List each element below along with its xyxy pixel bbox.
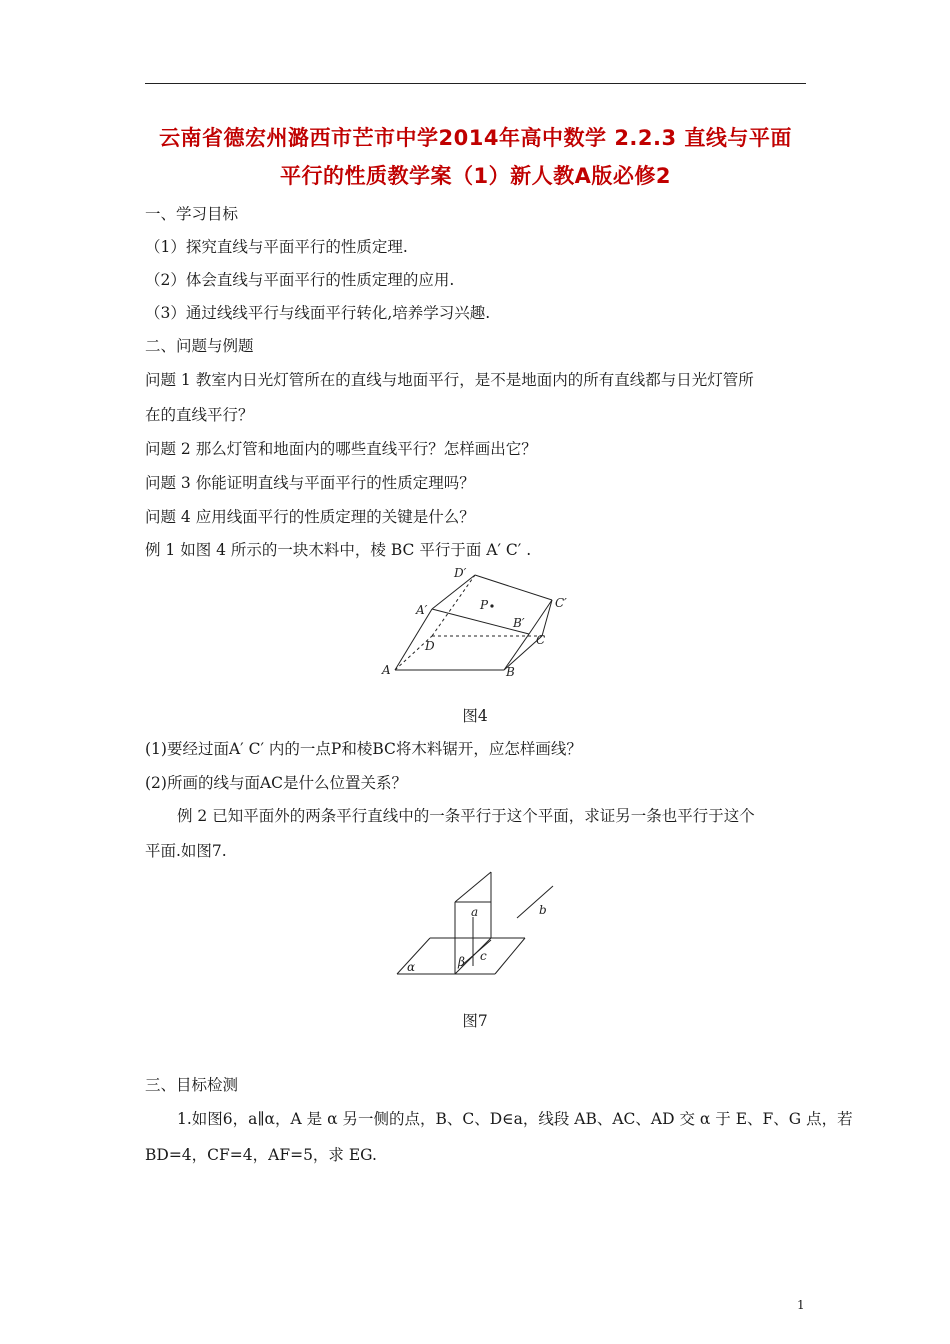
figure-4-caption: 图4 xyxy=(462,707,488,725)
goal-item-2: （2）体会直线与平面平行的性质定理的应用. xyxy=(145,271,455,289)
label-D: D xyxy=(425,639,435,653)
exercise-1-line2: BD=4，CF=4，AF=5，求 EG. xyxy=(145,1146,377,1164)
question-4: 问题 4 应用线面平行的性质定理的关键是什么？ xyxy=(145,508,475,526)
label-c: c xyxy=(480,949,487,963)
question-1-line2: 在的直线平行？ xyxy=(145,406,254,424)
label-b: b xyxy=(539,903,547,917)
label-B1: B′ xyxy=(513,616,525,630)
page-number: 1 xyxy=(797,1298,805,1312)
page-title-line1: 云南省德宏州潞西市芒市中学2014年高中数学 2.2.3 直线与平面 xyxy=(159,126,792,150)
section-heading-check: 三、目标检测 xyxy=(145,1076,239,1094)
figure-7-caption: 图7 xyxy=(462,1012,488,1030)
label-beta: β xyxy=(458,955,465,969)
figure-7-diagram xyxy=(395,870,560,980)
label-C: C xyxy=(536,633,546,647)
label-C1: C′ xyxy=(555,596,567,610)
example-2-line1: 例 2 已知平面外的两条平行直线中的一条平行于这个平面，求证另一条也平行于这个 xyxy=(177,807,755,825)
figure-4-diagram xyxy=(378,562,574,684)
example-1-question-1: (1)要经过面A′ C′ 内的一点P和棱BC将木料锯开，应怎样画线？ xyxy=(145,740,582,758)
section-heading-goals: 一、学习目标 xyxy=(145,205,239,223)
section-heading-problems: 二、问题与例题 xyxy=(145,337,254,355)
question-1-line1: 问题 1 教室内日光灯管所在的直线与地面平行，是不是地面内的所有直线都与日光灯管所 xyxy=(145,371,754,389)
question-2: 问题 2 那么灯管和地面内的哪些直线平行？怎样画出它？ xyxy=(145,440,537,458)
example-2-line2: 平面.如图7. xyxy=(145,842,227,860)
question-3: 问题 3 你能证明直线与平面平行的性质定理吗？ xyxy=(145,474,475,492)
header-rule xyxy=(145,83,806,84)
label-alpha: α xyxy=(407,960,416,974)
exercise-1-line1: 1.如图6，a∥α，A 是 α 另一侧的点，B、C、D∈a，线段 AB、AC、AD 交 α 于 E、F、G 点，若 xyxy=(177,1110,853,1128)
example-1-question-2: (2)所画的线与面AC是什么位置关系？ xyxy=(145,774,408,792)
goal-item-1: （1）探究直线与平面平行的性质定理. xyxy=(145,238,408,256)
label-A: A xyxy=(382,663,391,677)
page-title-line2: 平行的性质教学案（1）新人教A版必修2 xyxy=(280,164,671,188)
label-D1: D′ xyxy=(454,566,467,580)
example-1: 例 1 如图 4 所示的一块木料中，棱 BC 平行于面 A′ C′ . xyxy=(145,541,532,559)
label-A1: A′ xyxy=(416,603,428,617)
label-B: B xyxy=(506,665,515,679)
goal-item-3: （3）通过线线平行与线面平行转化,培养学习兴趣. xyxy=(145,304,491,322)
label-a: a xyxy=(471,905,479,919)
label-P: P xyxy=(480,598,489,612)
